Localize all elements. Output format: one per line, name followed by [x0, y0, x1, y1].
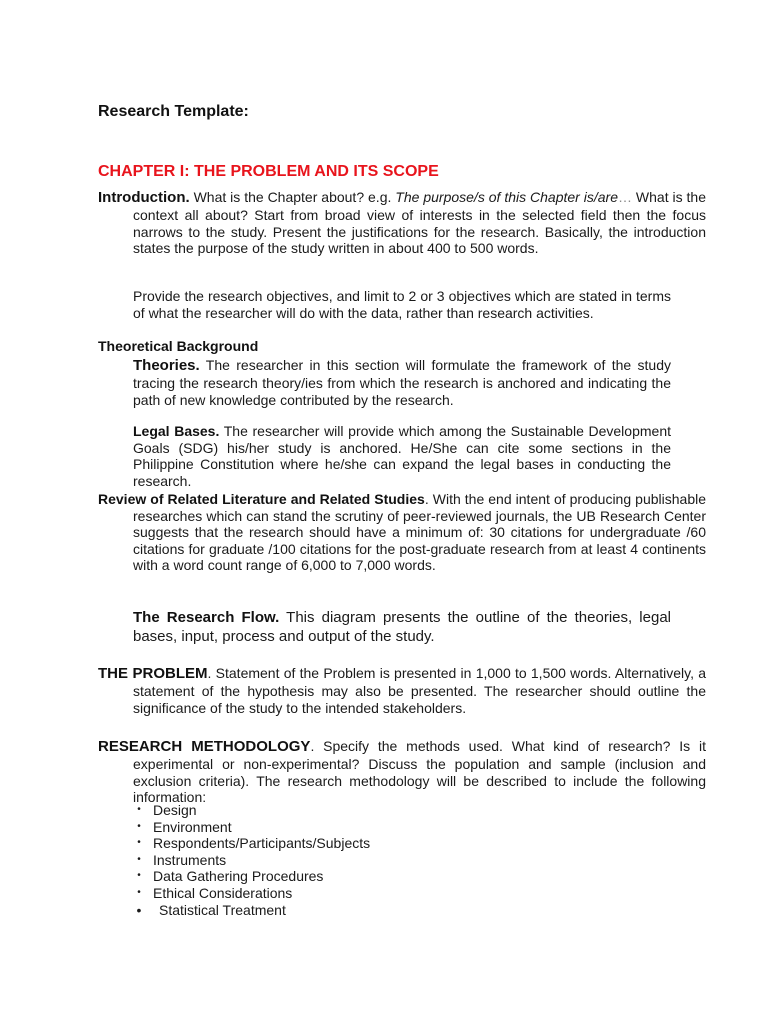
legal-bases-body: The researcher will provide which among the Sustainable Development Goals (SDG) his/her study is anchored. He/She can cite some sections in the Philippine Constitution where he/she can expand the legal bases in conducting the research.: [133, 423, 671, 489]
theories-body: The researcher in this section will formulate the framework of the study tracing the research theory/ies from which the research is anchored and indicating the path of new knowledge contributed by the research.: [133, 357, 671, 408]
introduction-body: What is the context all about? Start from broad view of interests in the selected field then the focus narrows to the study. Present the justifications for the research. Basically, the introduction states the purpose of the study written in about 400 to 500 words.: [133, 189, 706, 257]
chapter-title: CHAPTER I: THE PROBLEM AND ITS SCOPE: [98, 163, 439, 180]
review-body: . With the end intent of producing publishable researches which can stand the scrutiny of peer-reviewed journals, the UB Research Center suggests that the research should have a minimum of: 30 citations for undergraduate /60 citations for graduate /100 citations for the post-graduate research from at least 4 continents with a word count range of 6,000 to 7,000 words.: [133, 491, 706, 574]
review-paragraph: [98, 491, 706, 574]
problem-heading: THE PROBLEM: [98, 665, 208, 682]
methodology-heading: RESEARCH METHODOLOGY: [98, 738, 311, 755]
bullet-icon: •: [137, 853, 141, 865]
bullet-icon: •: [136, 901, 142, 918]
research-flow-paragraph: [133, 608, 671, 646]
methodology-list: [133, 802, 370, 918]
bullet-icon: •: [137, 804, 141, 815]
problem-body: . Statement of the Problem is presented in 1,000 to 1,500 words. Alternatively, a statement of the hypothesis may also be presented. The researcher should outline the significance of the study to the intended stakeholders.: [133, 665, 706, 716]
legal-bases-paragraph: [133, 423, 671, 489]
theories-paragraph: [133, 356, 671, 408]
methodology-body: . Specify the methods used. What kind of research? Is it experimental or non-experimental? Discuss the population and sample (inclusion and exclusion criteria). The research methodology will be described to include the following information:: [133, 738, 706, 806]
bullet-icon: •: [137, 837, 141, 849]
introduction-paragraph: [98, 188, 706, 257]
list-item: • Design: [133, 802, 370, 819]
list-item: • Statistical Treatment: [133, 902, 370, 919]
list-item: • Ethical Considerations: [133, 885, 370, 902]
theories-heading: Theories.: [133, 357, 200, 374]
introduction-italic: The purpose/s of this Chapter is/are: [395, 189, 618, 205]
document-title: Research Template:: [98, 103, 249, 120]
methodology-paragraph: [98, 737, 706, 806]
bullet-icon: •: [137, 886, 141, 898]
theoretical-background-heading: Theoretical Background: [98, 338, 259, 354]
problem-paragraph: [98, 664, 706, 716]
list-item: • Instruments: [133, 852, 370, 869]
bullet-icon: •: [137, 870, 141, 882]
bullet-icon: •: [137, 820, 141, 832]
list-item: • Data Gathering Procedures: [133, 868, 370, 885]
legal-bases-heading: Legal Bases.: [133, 423, 220, 439]
list-item: • Environment: [133, 819, 370, 836]
review-heading: Review of Related Literature and Related Studies: [98, 491, 425, 507]
list-item: • Respondents/Participants/Subjects: [133, 835, 370, 852]
introduction-lead: What is the Chapter about? e.g.: [189, 189, 396, 205]
objectives-paragraph: Provide the research objectives, and limit to 2 or 3 objectives which are stated in terms of what the researcher will do with the data, rather than research activities.: [133, 288, 671, 321]
introduction-ellipsis: …: [618, 189, 632, 205]
introduction-heading: Introduction.: [98, 189, 190, 206]
research-flow-heading: The Research Flow.: [133, 609, 280, 626]
research-flow-body: This diagram presents the outline of the theories, legal bases, input, process and output of the study.: [133, 609, 672, 645]
